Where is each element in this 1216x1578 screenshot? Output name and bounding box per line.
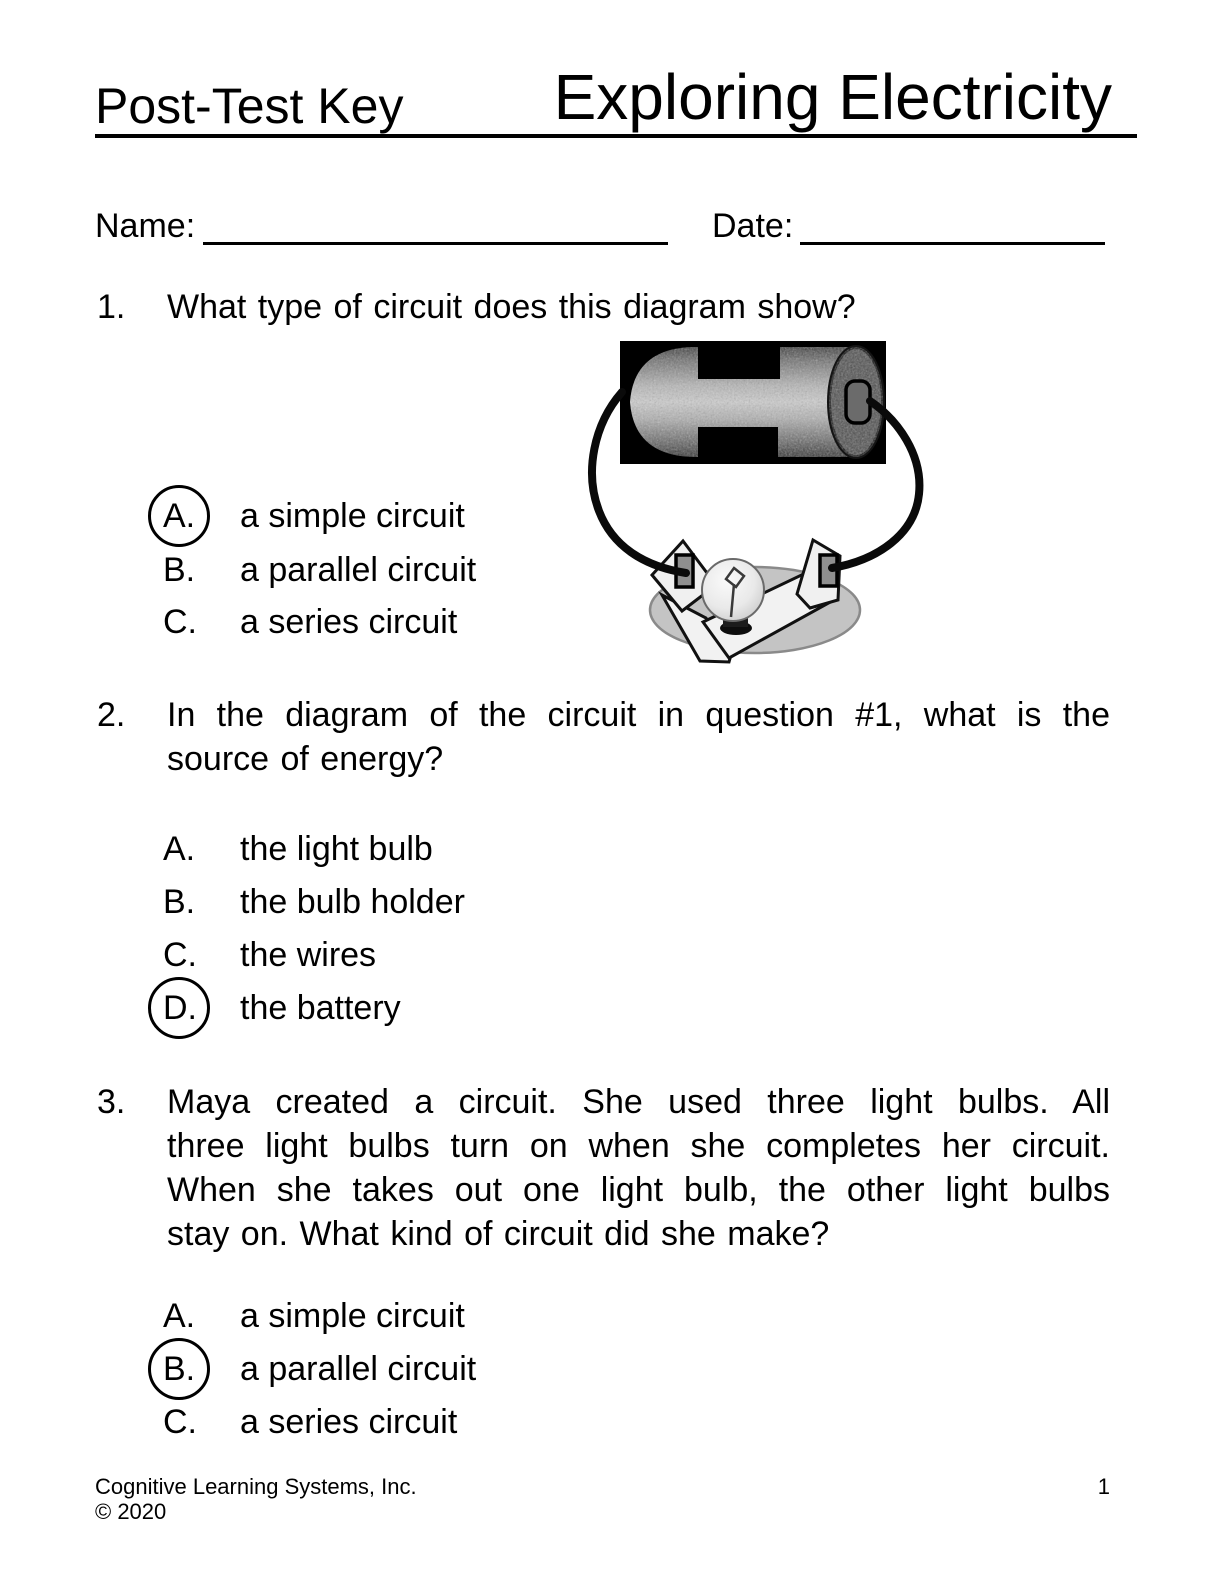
question-1-text	[167, 285, 1110, 329]
q3-option-a-letter-wrap: A.	[163, 1296, 196, 1335]
q2-option-d-text: the battery	[240, 988, 401, 1027]
page-title: Exploring Electricity	[553, 61, 1112, 133]
q3-option-a-text: a simple circuit	[240, 1296, 465, 1335]
answer-circle-d: D.	[163, 988, 197, 1027]
question-2-text	[167, 693, 1110, 781]
q2-option-a-letter-wrap: A.	[163, 829, 196, 868]
q3-option-c-text: a series circuit	[240, 1402, 458, 1441]
q1-option-c-text: a series circuit	[240, 602, 458, 641]
question-1-number: 1.	[97, 288, 126, 326]
q2-option-c-letter-wrap: C.	[163, 935, 197, 974]
answer-circle-a: A.	[163, 496, 196, 535]
q3-option-c-letter-wrap: C.	[163, 1402, 197, 1441]
name-label: Name:	[95, 207, 196, 245]
q1-option-b-letter-wrap: B.	[163, 550, 196, 589]
q2-option-d-letter-wrap	[150, 989, 240, 1028]
q3-option-b-text: a parallel circuit	[240, 1349, 477, 1388]
q2-option-c-text: the wires	[240, 935, 377, 974]
q2-option-b-text: the bulb holder	[240, 882, 465, 921]
question-3-text	[167, 1080, 1110, 1256]
question-3-line-4: stay on. What kind of circuit did she make?	[167, 1215, 830, 1253]
q2-option-d	[150, 977, 770, 1039]
q3-option-b-letter-wrap	[150, 1350, 240, 1389]
footer-copyright: © 2020	[95, 1499, 167, 1524]
question-2-number: 2.	[97, 696, 126, 734]
q1-option-c	[150, 591, 770, 653]
question-3-line-3: When she takes out one light bulb, the other light bulbs	[167, 1171, 1110, 1209]
question-1-line: What type of circuit does this diagram show?	[167, 288, 856, 326]
question-2-line-2: source of energy?	[167, 740, 444, 778]
q3-option-c	[150, 1391, 770, 1453]
page-number: 1	[1097, 1474, 1110, 1499]
q1-option-a-letter-wrap	[150, 497, 240, 536]
question-3-line-2: three light bulbs turn on when she completes her circuit.	[167, 1127, 1110, 1165]
q1-option-c-letter-wrap: C.	[163, 602, 197, 641]
footer	[95, 1474, 417, 1524]
answer-circle-b: B.	[163, 1349, 196, 1388]
q1-option-a	[150, 485, 770, 547]
d-cell-battery-icon	[620, 341, 886, 464]
q1-option-a-text: a simple circuit	[240, 496, 465, 535]
question-2-line-1: In the diagram of the circuit in question #1, what is the	[167, 696, 1110, 734]
date-blank-line	[800, 242, 1105, 245]
q2-option-a-text: the light bulb	[240, 829, 433, 868]
date-label: Date:	[712, 207, 794, 245]
q2-option-b-letter-wrap: B.	[163, 882, 196, 921]
question-3-number: 3.	[97, 1083, 126, 1121]
footer-company: Cognitive Learning Systems, Inc.	[95, 1474, 417, 1499]
name-blank-line	[203, 242, 668, 245]
header-rule	[95, 134, 1137, 138]
doc-type-title: Post-Test Key	[95, 78, 404, 134]
q1-option-b-text: a parallel circuit	[240, 550, 477, 589]
question-3-line-1: Maya created a circuit. She used three light bulbs. All	[167, 1083, 1110, 1121]
